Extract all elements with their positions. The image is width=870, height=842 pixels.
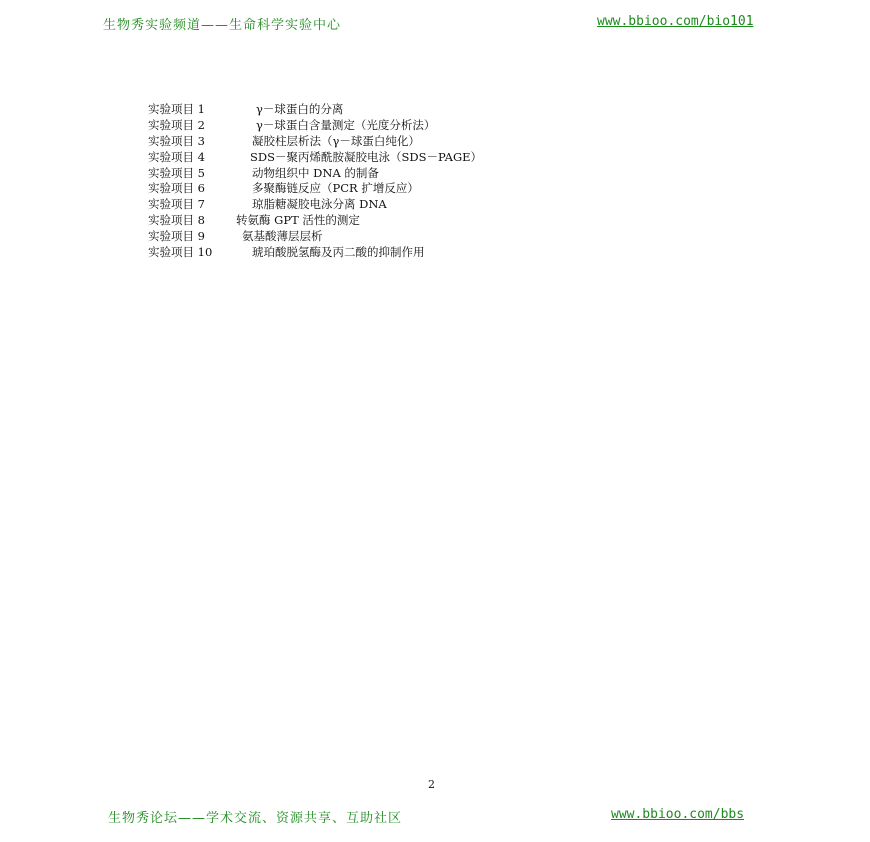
list-item	[148, 229, 668, 245]
experiment-label: 实验项目 7	[148, 197, 205, 212]
footer-forum-link[interactable]: www.bbioo.com/bbs	[611, 807, 745, 822]
experiment-label: 实验项目 4	[148, 149, 205, 164]
experiment-title: SDS－聚丙烯酰胺凝胶电泳（SDS－PAGE）	[250, 149, 483, 164]
experiment-label: 实验项目 5	[148, 165, 205, 180]
experiment-label: 实验项目 8	[148, 213, 205, 228]
header-site-link[interactable]: www.bbioo.com/bio101	[597, 14, 754, 29]
header-site-title: 生物秀实验频道——生命科学实验中心	[103, 18, 342, 33]
experiment-title: γ－球蛋白含量测定（光度分析法）	[256, 117, 436, 132]
experiment-title: 琥珀酸脱氢酶及丙二酸的抑制作用	[252, 245, 425, 260]
experiment-label: 实验项目 1	[148, 102, 205, 116]
experiment-label: 实验项目 3	[148, 133, 205, 148]
experiment-title: 多聚酶链反应（PCR 扩增反应）	[252, 181, 419, 196]
experiment-label: 实验项目 9	[148, 229, 205, 244]
list-item	[148, 245, 668, 261]
experiment-title: 转氨酶 GPT 活性的测定	[236, 213, 360, 228]
list-item	[148, 166, 668, 182]
experiment-list	[148, 102, 668, 261]
list-item	[148, 197, 668, 213]
list-item	[148, 134, 668, 150]
experiment-label: 实验项目 6	[148, 181, 205, 196]
list-item	[148, 150, 668, 166]
list-item	[148, 118, 668, 134]
page-number: 2	[428, 778, 435, 791]
experiment-title: 动物组织中 DNA 的制备	[252, 165, 379, 180]
experiment-title: 凝胶柱层析法（γ－球蛋白纯化）	[252, 133, 420, 148]
experiment-title: γ－球蛋白的分离	[256, 102, 344, 116]
footer-forum-title: 生物秀论坛——学术交流、资源共享、互助社区	[108, 811, 403, 826]
experiment-label: 实验项目 2	[148, 117, 205, 132]
list-item	[148, 213, 668, 229]
experiment-title: 氨基酸薄层层析	[242, 229, 323, 244]
experiment-label: 实验项目 10	[148, 245, 213, 260]
list-item	[148, 181, 668, 197]
list-item	[148, 102, 668, 118]
experiment-title: 琼脂糖凝胶电泳分离 DNA	[252, 197, 387, 212]
